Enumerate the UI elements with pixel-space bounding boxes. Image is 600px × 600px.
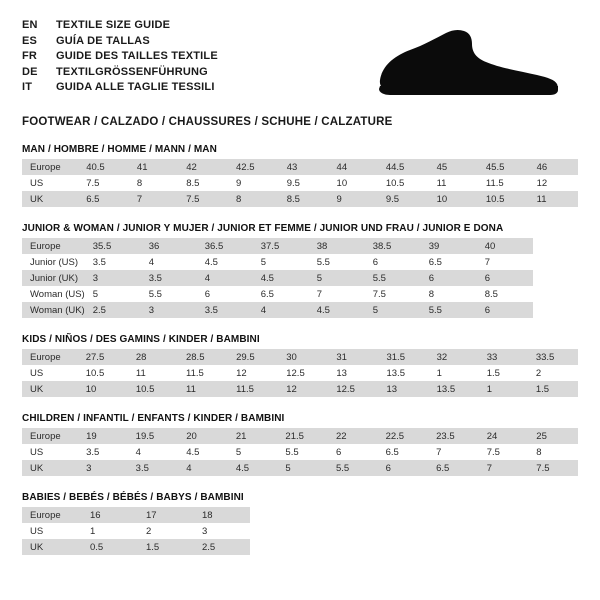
size-cell: 4 [197, 270, 253, 286]
size-cell: 33 [479, 349, 528, 365]
table-row [22, 381, 578, 397]
row-label: UK [22, 460, 78, 476]
size-cell: 4.5 [228, 460, 278, 476]
language-row [22, 49, 218, 64]
size-table-group [22, 144, 578, 207]
language-title: TEXTILGRÖSSENFÜHRUNG [56, 65, 208, 78]
table-row [22, 191, 578, 207]
language-row [22, 65, 218, 80]
size-cell: 17 [138, 507, 194, 523]
table-row [22, 428, 578, 444]
size-cell: 7.5 [479, 444, 529, 460]
size-table-title: CHILDREN / INFANTIL / ENFANTS / KINDER / BAMBINI [22, 413, 285, 424]
size-cell: 18 [194, 507, 250, 523]
language-title: GUIDE DES TAILLES TEXTILE [56, 50, 218, 62]
language-code: IT [22, 81, 33, 93]
row-label: Junior (UK) [22, 270, 85, 286]
size-cell: 31.5 [378, 349, 428, 365]
document-header [22, 18, 578, 100]
size-tables-container [22, 144, 578, 555]
size-cell: 2.5 [194, 539, 250, 555]
size-cell: 10.5 [478, 191, 529, 207]
size-cell: 8 [129, 175, 178, 191]
size-cell: 8.5 [477, 286, 533, 302]
size-cell: 10 [78, 381, 128, 397]
size-cell: 4.5 [178, 444, 228, 460]
size-cell: 6 [328, 444, 378, 460]
size-cell: 40.5 [78, 159, 129, 175]
row-label: Woman (UK) [22, 302, 85, 318]
size-cell: 13 [328, 365, 378, 381]
row-label: Europe [22, 159, 78, 175]
size-cell: 1.5 [479, 365, 528, 381]
size-cell: 4 [178, 460, 228, 476]
size-cell: 35.5 [85, 238, 141, 254]
size-cell: 6.5 [78, 191, 129, 207]
table-row [22, 254, 533, 270]
size-cell: 46 [529, 159, 578, 175]
size-cell: 13.5 [378, 365, 428, 381]
size-cell: 5.5 [365, 270, 421, 286]
dress-shoe-icon [372, 28, 562, 100]
size-cell: 11 [128, 365, 178, 381]
size-cell: 3 [78, 460, 128, 476]
language-title: TEXTILE SIZE GUIDE [56, 19, 171, 31]
size-cell: 42 [178, 159, 228, 175]
size-cell: 7.5 [178, 191, 228, 207]
size-table-group [22, 334, 578, 397]
row-label: Europe [22, 238, 85, 254]
size-table [22, 159, 578, 207]
table-row [22, 175, 578, 191]
size-cell: 6 [378, 460, 429, 476]
size-cell: 3.5 [128, 460, 179, 476]
row-label: US [22, 444, 78, 460]
size-cell: 21.5 [277, 428, 328, 444]
size-cell: 40 [477, 238, 533, 254]
size-table-title: JUNIOR & WOMAN / JUNIOR Y MUJER / JUNIOR ET FEMME / JUNIOR UND FRAU / JUNIOR E DONA [22, 223, 504, 234]
size-table-group [22, 413, 578, 476]
size-cell: 5.5 [277, 444, 328, 460]
size-cell: 6.5 [428, 460, 479, 476]
row-label: US [22, 365, 78, 381]
size-cell: 2.5 [85, 302, 141, 318]
language-code: DE [22, 65, 38, 78]
size-cell: 7 [309, 286, 365, 302]
size-cell: 28 [128, 349, 178, 365]
row-label: US [22, 175, 78, 191]
size-cell: 5 [228, 444, 278, 460]
size-cell: 27.5 [78, 349, 128, 365]
size-cell: 4.5 [197, 254, 253, 270]
language-row [22, 80, 218, 95]
size-cell: 4 [141, 254, 197, 270]
size-cell: 28.5 [178, 349, 228, 365]
table-row [22, 539, 250, 555]
size-cell: 3.5 [78, 444, 128, 460]
size-cell: 8 [421, 286, 477, 302]
size-cell: 3.5 [141, 270, 197, 286]
size-cell: 45 [429, 159, 478, 175]
size-cell: 8 [528, 444, 578, 460]
size-table [22, 238, 533, 318]
size-cell: 44.5 [378, 159, 429, 175]
language-title-list [22, 18, 218, 95]
size-cell: 9 [228, 175, 279, 191]
table-row [22, 365, 578, 381]
size-cell: 44 [329, 159, 378, 175]
table-row [22, 159, 578, 175]
size-cell: 10 [329, 175, 378, 191]
table-row [22, 523, 250, 539]
row-label: Europe [22, 507, 82, 523]
size-cell: 6 [365, 254, 421, 270]
language-code: EN [22, 19, 38, 31]
size-cell: 9.5 [378, 191, 429, 207]
row-label: UK [22, 191, 78, 207]
table-row [22, 286, 533, 302]
size-cell: 19 [78, 428, 128, 444]
size-table-group [22, 223, 578, 318]
table-row [22, 507, 250, 523]
size-cell: 16 [82, 507, 138, 523]
size-cell: 3 [141, 302, 197, 318]
size-cell: 19.5 [128, 428, 179, 444]
size-cell: 5.5 [328, 460, 378, 476]
size-cell: 6 [477, 302, 533, 318]
size-cell: 0.5 [82, 539, 138, 555]
size-cell: 7.5 [528, 460, 578, 476]
size-cell: 9 [329, 191, 378, 207]
size-cell: 5 [365, 302, 421, 318]
language-title: GUÍA DE TALLAS [56, 34, 150, 47]
size-cell: 8.5 [178, 175, 228, 191]
size-cell: 6 [477, 270, 533, 286]
size-cell: 3 [85, 270, 141, 286]
table-row [22, 270, 533, 286]
size-cell: 1 [82, 523, 138, 539]
size-cell: 1 [429, 365, 479, 381]
size-cell: 5 [309, 270, 365, 286]
size-cell: 6.5 [421, 254, 477, 270]
size-cell: 13.5 [429, 381, 479, 397]
size-cell: 25 [528, 428, 578, 444]
size-cell: 6.5 [253, 286, 309, 302]
size-cell: 41 [129, 159, 178, 175]
size-cell: 3 [194, 523, 250, 539]
size-cell: 5.5 [309, 254, 365, 270]
size-cell: 12 [228, 365, 278, 381]
size-cell: 36 [141, 238, 197, 254]
size-cell: 29.5 [228, 349, 278, 365]
size-cell: 11 [529, 191, 578, 207]
size-cell: 11 [178, 381, 228, 397]
size-cell: 1.5 [138, 539, 194, 555]
row-label: US [22, 523, 82, 539]
size-cell: 7 [477, 254, 533, 270]
size-cell: 2 [138, 523, 194, 539]
table-row [22, 238, 533, 254]
size-cell: 22.5 [378, 428, 429, 444]
size-cell: 21 [228, 428, 278, 444]
size-table-title: BABIES / BEBÉS / BÉBÉS / BABYS / BAMBINI [22, 492, 244, 503]
size-table-group [22, 492, 578, 555]
size-cell: 9.5 [279, 175, 329, 191]
size-cell: 8 [228, 191, 279, 207]
size-cell: 24 [479, 428, 529, 444]
size-cell: 4 [253, 302, 309, 318]
size-cell: 11.5 [478, 175, 529, 191]
table-row [22, 460, 578, 476]
size-cell: 1.5 [528, 381, 578, 397]
size-cell: 4.5 [253, 270, 309, 286]
size-cell: 5.5 [141, 286, 197, 302]
row-label: Europe [22, 349, 78, 365]
row-label: Woman (US) [22, 286, 85, 302]
language-row [22, 34, 218, 49]
size-table [22, 349, 578, 397]
language-code: FR [22, 50, 38, 62]
size-cell: 3.5 [85, 254, 141, 270]
size-cell: 7 [428, 444, 479, 460]
size-cell: 6.5 [378, 444, 429, 460]
size-cell: 32 [429, 349, 479, 365]
size-cell: 42.5 [228, 159, 279, 175]
size-cell: 11.5 [228, 381, 278, 397]
size-table-title: MAN / HOMBRE / HOMME / MANN / MAN [22, 144, 217, 155]
size-cell: 45.5 [478, 159, 529, 175]
size-cell: 7.5 [365, 286, 421, 302]
size-table [22, 507, 250, 555]
size-cell: 8.5 [279, 191, 329, 207]
size-cell: 5.5 [421, 302, 477, 318]
row-label: Junior (US) [22, 254, 85, 270]
size-cell: 12.5 [328, 381, 378, 397]
size-cell: 10 [429, 191, 478, 207]
size-cell: 36.5 [197, 238, 253, 254]
size-cell: 5 [85, 286, 141, 302]
size-cell: 7 [479, 460, 529, 476]
size-cell: 7.5 [78, 175, 129, 191]
row-label: UK [22, 381, 78, 397]
table-row [22, 349, 578, 365]
size-cell: 38 [309, 238, 365, 254]
size-table-title: KIDS / NIÑOS / DES GAMINS / KINDER / BAMBINI [22, 334, 260, 345]
language-title: GUIDA ALLE TAGLIE TESSILI [56, 81, 215, 93]
size-cell: 30 [278, 349, 328, 365]
size-cell: 1 [479, 381, 528, 397]
size-cell: 33.5 [528, 349, 578, 365]
table-row [22, 444, 578, 460]
table-row [22, 302, 533, 318]
size-cell: 12 [529, 175, 578, 191]
size-cell: 43 [279, 159, 329, 175]
size-cell: 31 [328, 349, 378, 365]
size-cell: 10.5 [128, 381, 178, 397]
size-cell: 4 [128, 444, 179, 460]
language-code: ES [22, 34, 38, 47]
size-cell: 12.5 [278, 365, 328, 381]
size-cell: 39 [421, 238, 477, 254]
footwear-section-title: FOOTWEAR / CALZADO / CHAUSSURES / SCHUHE / CALZATURE [22, 116, 393, 128]
size-cell: 3.5 [197, 302, 253, 318]
size-cell: 2 [528, 365, 578, 381]
size-cell: 7 [129, 191, 178, 207]
size-table [22, 428, 578, 476]
size-cell: 6 [197, 286, 253, 302]
language-row [22, 18, 218, 33]
size-cell: 23.5 [428, 428, 479, 444]
size-cell: 12 [278, 381, 328, 397]
size-cell: 10.5 [378, 175, 429, 191]
size-cell: 20 [178, 428, 228, 444]
size-cell: 6 [421, 270, 477, 286]
size-cell: 10.5 [78, 365, 128, 381]
size-cell: 37.5 [253, 238, 309, 254]
size-cell: 13 [378, 381, 428, 397]
size-cell: 11.5 [178, 365, 228, 381]
size-cell: 4.5 [309, 302, 365, 318]
size-cell: 22 [328, 428, 378, 444]
size-cell: 11 [429, 175, 478, 191]
row-label: Europe [22, 428, 78, 444]
size-cell: 5 [277, 460, 328, 476]
row-label: UK [22, 539, 82, 555]
size-cell: 38.5 [365, 238, 421, 254]
size-cell: 5 [253, 254, 309, 270]
